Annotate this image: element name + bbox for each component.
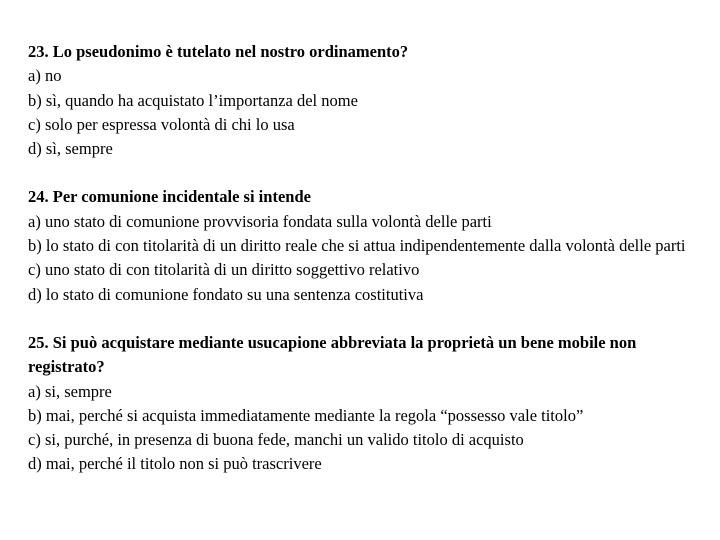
answer-option: c) si, purché, in presenza di buona fede, manchi un valido titolo di acquisto [28,430,524,450]
answer-option: b) mai, perché si acquista immediatamente mediante la regola “possesso vale titolo” [28,405,584,425]
answer-option: c) uno stato di con titolarità di un diritto soggettivo relativo [28,260,420,280]
question-23 [28,40,708,161]
question-24 [28,185,708,306]
answer-option: d) mai, perché il titolo non si può trascrivere [28,454,322,474]
answer-option: c) solo per espressa volontà di chi lo usa [28,114,295,134]
question-title: 25. Si può acquistare mediante usucapione abbreviata la proprietà un bene mobile non registrato? [28,332,637,377]
answer-option: b) sì, quando ha acquistato l’importanza del nome [28,90,358,110]
question-title: 24. Per comunione incidentale si intende [28,187,311,207]
answer-option: d) lo stato di comunione fondato su una sentenza costitutiva [28,284,424,304]
answer-option: d) sì, sempre [28,139,113,159]
quiz-document [28,40,708,501]
question-25 [28,331,708,477]
question-title: 23. Lo pseudonimo è tutelato nel nostro ordinamento? [28,42,409,61]
answer-option: a) si, sempre [28,381,112,401]
answer-option: b) lo stato di con titolarità di un diritto reale che si attua indipendentemente dalla volontà delle parti [28,236,686,256]
answer-option: a) uno stato di comunione provvisoria fondata sulla volontà delle parti [28,211,492,231]
answer-option: a) no [28,66,62,86]
